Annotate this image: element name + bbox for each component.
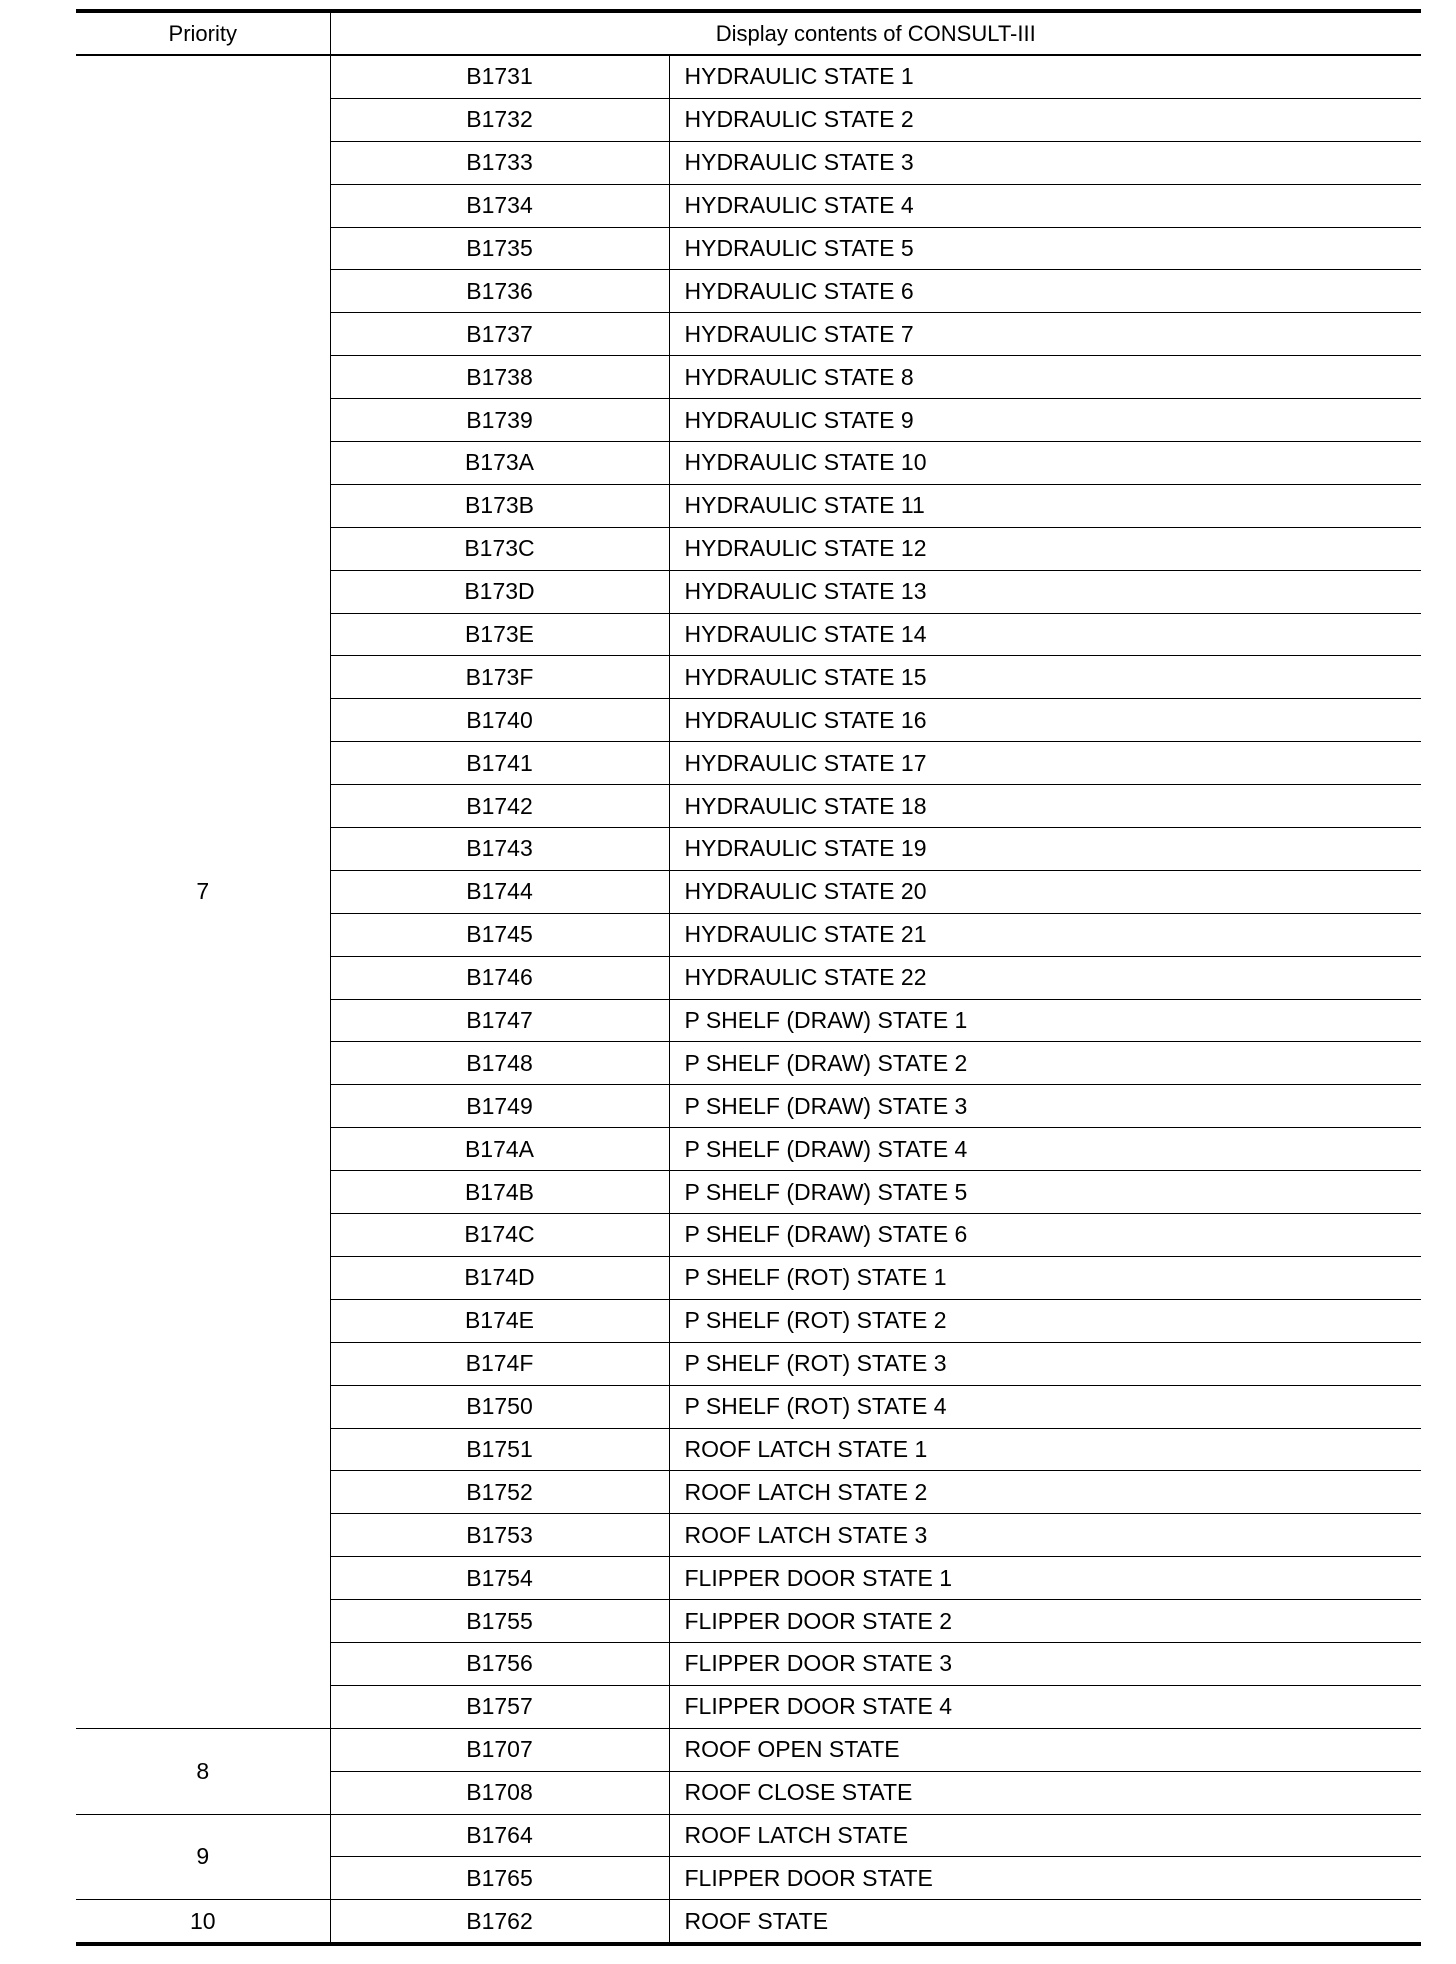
table-row	[76, 1814, 1421, 1857]
display-contents-cell: ROOF LATCH STATE 2	[669, 1471, 1421, 1514]
display-contents-cell: HYDRAULIC STATE 15	[669, 656, 1421, 699]
priority-cell: 9	[76, 1814, 330, 1900]
display-contents-cell: FLIPPER DOOR STATE 4	[669, 1685, 1421, 1728]
display-contents-cell: P SHELF (ROT) STATE 4	[669, 1385, 1421, 1428]
display-contents-cell: HYDRAULIC STATE 14	[669, 613, 1421, 656]
dtc-code-cell: B1755	[330, 1600, 669, 1643]
display-contents-cell: ROOF OPEN STATE	[669, 1728, 1421, 1771]
display-contents-cell: FLIPPER DOOR STATE 3	[669, 1642, 1421, 1685]
dtc-code-cell: B1753	[330, 1514, 669, 1557]
display-contents-cell: HYDRAULIC STATE 11	[669, 484, 1421, 527]
dtc-code-cell: B174B	[330, 1171, 669, 1214]
display-contents-cell: HYDRAULIC STATE 17	[669, 742, 1421, 785]
dtc-code-cell: B1748	[330, 1042, 669, 1085]
priority-cell: 7	[196, 878, 210, 905]
dtc-code-cell: B1737	[330, 313, 669, 356]
display-contents-cell: HYDRAULIC STATE 16	[669, 699, 1421, 742]
display-contents-cell: HYDRAULIC STATE 8	[669, 356, 1421, 399]
dtc-code-cell: B1757	[330, 1685, 669, 1728]
table-row	[76, 55, 1421, 98]
dtc-code-cell: B1744	[330, 870, 669, 913]
display-contents-cell: P SHELF (DRAW) STATE 2	[669, 1042, 1421, 1085]
dtc-code-cell: B173E	[330, 613, 669, 656]
display-contents-cell: HYDRAULIC STATE 7	[669, 313, 1421, 356]
display-contents-cell: P SHELF (ROT) STATE 3	[669, 1342, 1421, 1385]
dtc-code-cell: B1732	[330, 98, 669, 141]
dtc-code-cell: B1756	[330, 1642, 669, 1685]
dtc-code-cell: B1739	[330, 399, 669, 442]
display-contents-cell: P SHELF (DRAW) STATE 6	[669, 1214, 1421, 1257]
display-contents-cell: HYDRAULIC STATE 20	[669, 870, 1421, 913]
priority-cell: 10	[76, 1900, 330, 1944]
dtc-code-cell: B1733	[330, 141, 669, 184]
display-contents-cell: FLIPPER DOOR STATE	[669, 1857, 1421, 1900]
table-row	[76, 1900, 1421, 1944]
display-contents-cell: HYDRAULIC STATE 12	[669, 527, 1421, 570]
display-contents-cell: ROOF LATCH STATE 1	[669, 1428, 1421, 1471]
dtc-code-cell: B1707	[330, 1728, 669, 1771]
display-contents-cell: ROOF LATCH STATE 3	[669, 1514, 1421, 1557]
display-contents-cell: ROOF STATE	[669, 1900, 1421, 1944]
table-body	[76, 55, 1421, 1944]
dtc-code-cell: B174E	[330, 1299, 669, 1342]
dtc-code-cell: B1751	[330, 1428, 669, 1471]
dtc-code-cell: B1745	[330, 913, 669, 956]
dtc-code-cell: B173A	[330, 442, 669, 485]
dtc-code-cell: B174F	[330, 1342, 669, 1385]
dtc-code-cell: B174D	[330, 1256, 669, 1299]
dtc-code-cell: B173B	[330, 484, 669, 527]
display-contents-cell: HYDRAULIC STATE 22	[669, 956, 1421, 999]
display-contents-cell: HYDRAULIC STATE 9	[669, 399, 1421, 442]
dtc-code-cell: B1750	[330, 1385, 669, 1428]
priority-cell: 8	[76, 1728, 330, 1814]
dtc-code-cell: B1746	[330, 956, 669, 999]
display-contents-cell: P SHELF (DRAW) STATE 4	[669, 1128, 1421, 1171]
display-contents-cell: HYDRAULIC STATE 19	[669, 828, 1421, 871]
display-contents-cell: HYDRAULIC STATE 6	[669, 270, 1421, 313]
header-row	[76, 11, 1421, 55]
display-contents-cell: HYDRAULIC STATE 13	[669, 570, 1421, 613]
dtc-code-cell: B173F	[330, 656, 669, 699]
display-contents-cell: HYDRAULIC STATE 18	[669, 785, 1421, 828]
display-contents-cell: HYDRAULIC STATE 3	[669, 141, 1421, 184]
dtc-code-cell: B174C	[330, 1214, 669, 1257]
dtc-code-cell: B1731	[330, 55, 669, 98]
dtc-code-cell: B1738	[330, 356, 669, 399]
dtc-code-cell: B1762	[330, 1900, 669, 1944]
table-row	[76, 1728, 1421, 1771]
dtc-code-cell: B1765	[330, 1857, 669, 1900]
dtc-code-cell: B1752	[330, 1471, 669, 1514]
display-contents-cell: ROOF CLOSE STATE	[669, 1771, 1421, 1814]
dtc-code-cell: B1764	[330, 1814, 669, 1857]
display-contents-column-header: Display contents of CONSULT-III	[330, 11, 1421, 55]
dtc-code-cell: B1754	[330, 1557, 669, 1600]
display-contents-cell: HYDRAULIC STATE 1	[669, 55, 1421, 98]
dtc-code-cell: B1743	[330, 828, 669, 871]
display-contents-cell: P SHELF (ROT) STATE 2	[669, 1299, 1421, 1342]
dtc-code-cell: B1708	[330, 1771, 669, 1814]
display-contents-cell: HYDRAULIC STATE 5	[669, 227, 1421, 270]
dtc-code-cell: B1747	[330, 999, 669, 1042]
dtc-code-cell: B1742	[330, 785, 669, 828]
dtc-priority-table	[76, 9, 1421, 1946]
dtc-code-cell: B1749	[330, 1085, 669, 1128]
display-contents-cell: FLIPPER DOOR STATE 1	[669, 1557, 1421, 1600]
dtc-code-cell: B1741	[330, 742, 669, 785]
dtc-code-cell: B1734	[330, 184, 669, 227]
dtc-code-cell: B1736	[330, 270, 669, 313]
display-contents-cell: P SHELF (DRAW) STATE 5	[669, 1171, 1421, 1214]
display-contents-cell: FLIPPER DOOR STATE 2	[669, 1600, 1421, 1643]
dtc-code-cell: B173C	[330, 527, 669, 570]
display-contents-cell: HYDRAULIC STATE 10	[669, 442, 1421, 485]
dtc-code-cell: B173D	[330, 570, 669, 613]
table-header	[76, 11, 1421, 55]
display-contents-cell: P SHELF (DRAW) STATE 1	[669, 999, 1421, 1042]
display-contents-cell: HYDRAULIC STATE 2	[669, 98, 1421, 141]
display-contents-cell: HYDRAULIC STATE 4	[669, 184, 1421, 227]
display-contents-cell: P SHELF (DRAW) STATE 3	[669, 1085, 1421, 1128]
display-contents-cell: P SHELF (ROT) STATE 1	[669, 1256, 1421, 1299]
dtc-code-cell: B1740	[330, 699, 669, 742]
display-contents-cell: HYDRAULIC STATE 21	[669, 913, 1421, 956]
priority-column-header: Priority	[76, 11, 330, 55]
dtc-code-cell: B174A	[330, 1128, 669, 1171]
display-contents-cell: ROOF LATCH STATE	[669, 1814, 1421, 1857]
dtc-code-cell: B1735	[330, 227, 669, 270]
